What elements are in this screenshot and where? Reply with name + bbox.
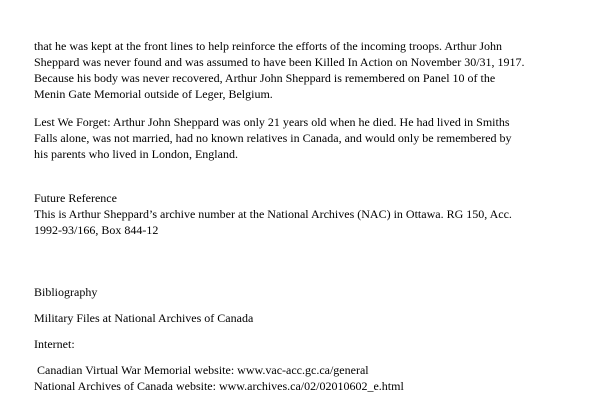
text-line: Because his body was never recovered, Arthur John Sheppard is remembered on Panel 10 of the bbox=[34, 71, 496, 85]
spacer bbox=[34, 352, 594, 362]
spacer bbox=[34, 162, 594, 190]
bibliography-internet-label: Internet: bbox=[34, 337, 75, 351]
spacer bbox=[34, 326, 594, 336]
text-line: that he was kept at the front lines to help reinforce the efforts of the incoming troops. Arthur John bbox=[34, 39, 502, 53]
spacer bbox=[34, 238, 594, 284]
paragraph-lest-we-forget bbox=[34, 114, 594, 162]
text-line: his parents who lived in London, England. bbox=[34, 147, 238, 161]
text-line: 1992-93/166, Box 844-12 bbox=[34, 223, 159, 237]
document-page bbox=[34, 38, 594, 394]
text-line: Sheppard was never found and was assumed to have been Killed In Action on November 30/31, 1917. bbox=[34, 55, 525, 69]
future-reference-heading: Future Reference bbox=[34, 191, 117, 205]
paragraph-front-lines bbox=[34, 38, 594, 102]
spacer bbox=[34, 102, 594, 114]
bibliography-sources bbox=[34, 362, 594, 394]
text-line: Menin Gate Memorial outside of Leger, Belgium. bbox=[34, 87, 273, 101]
future-reference-section bbox=[34, 190, 594, 238]
spacer bbox=[34, 300, 594, 310]
text-line: Lest We Forget: Arthur John Sheppard was only 21 years old when he died. He had lived in Smiths bbox=[34, 115, 510, 129]
text-line: This is Arthur Sheppard’s archive number at the National Archives (NAC) in Ottawa. RG 150, Acc. bbox=[34, 207, 512, 221]
source-line: National Archives of Canada website: www.archives.ca/02/02010602_e.html bbox=[34, 379, 404, 393]
bibliography-heading: Bibliography bbox=[34, 285, 98, 299]
source-line: Canadian Virtual War Memorial website: www.vac-acc.gc.ca/general bbox=[34, 363, 369, 377]
text-line: Falls alone, was not married, had no known relatives in Canada, and would only be remembered by bbox=[34, 131, 512, 145]
bibliography-military-files: Military Files at National Archives of Canada bbox=[34, 311, 254, 325]
